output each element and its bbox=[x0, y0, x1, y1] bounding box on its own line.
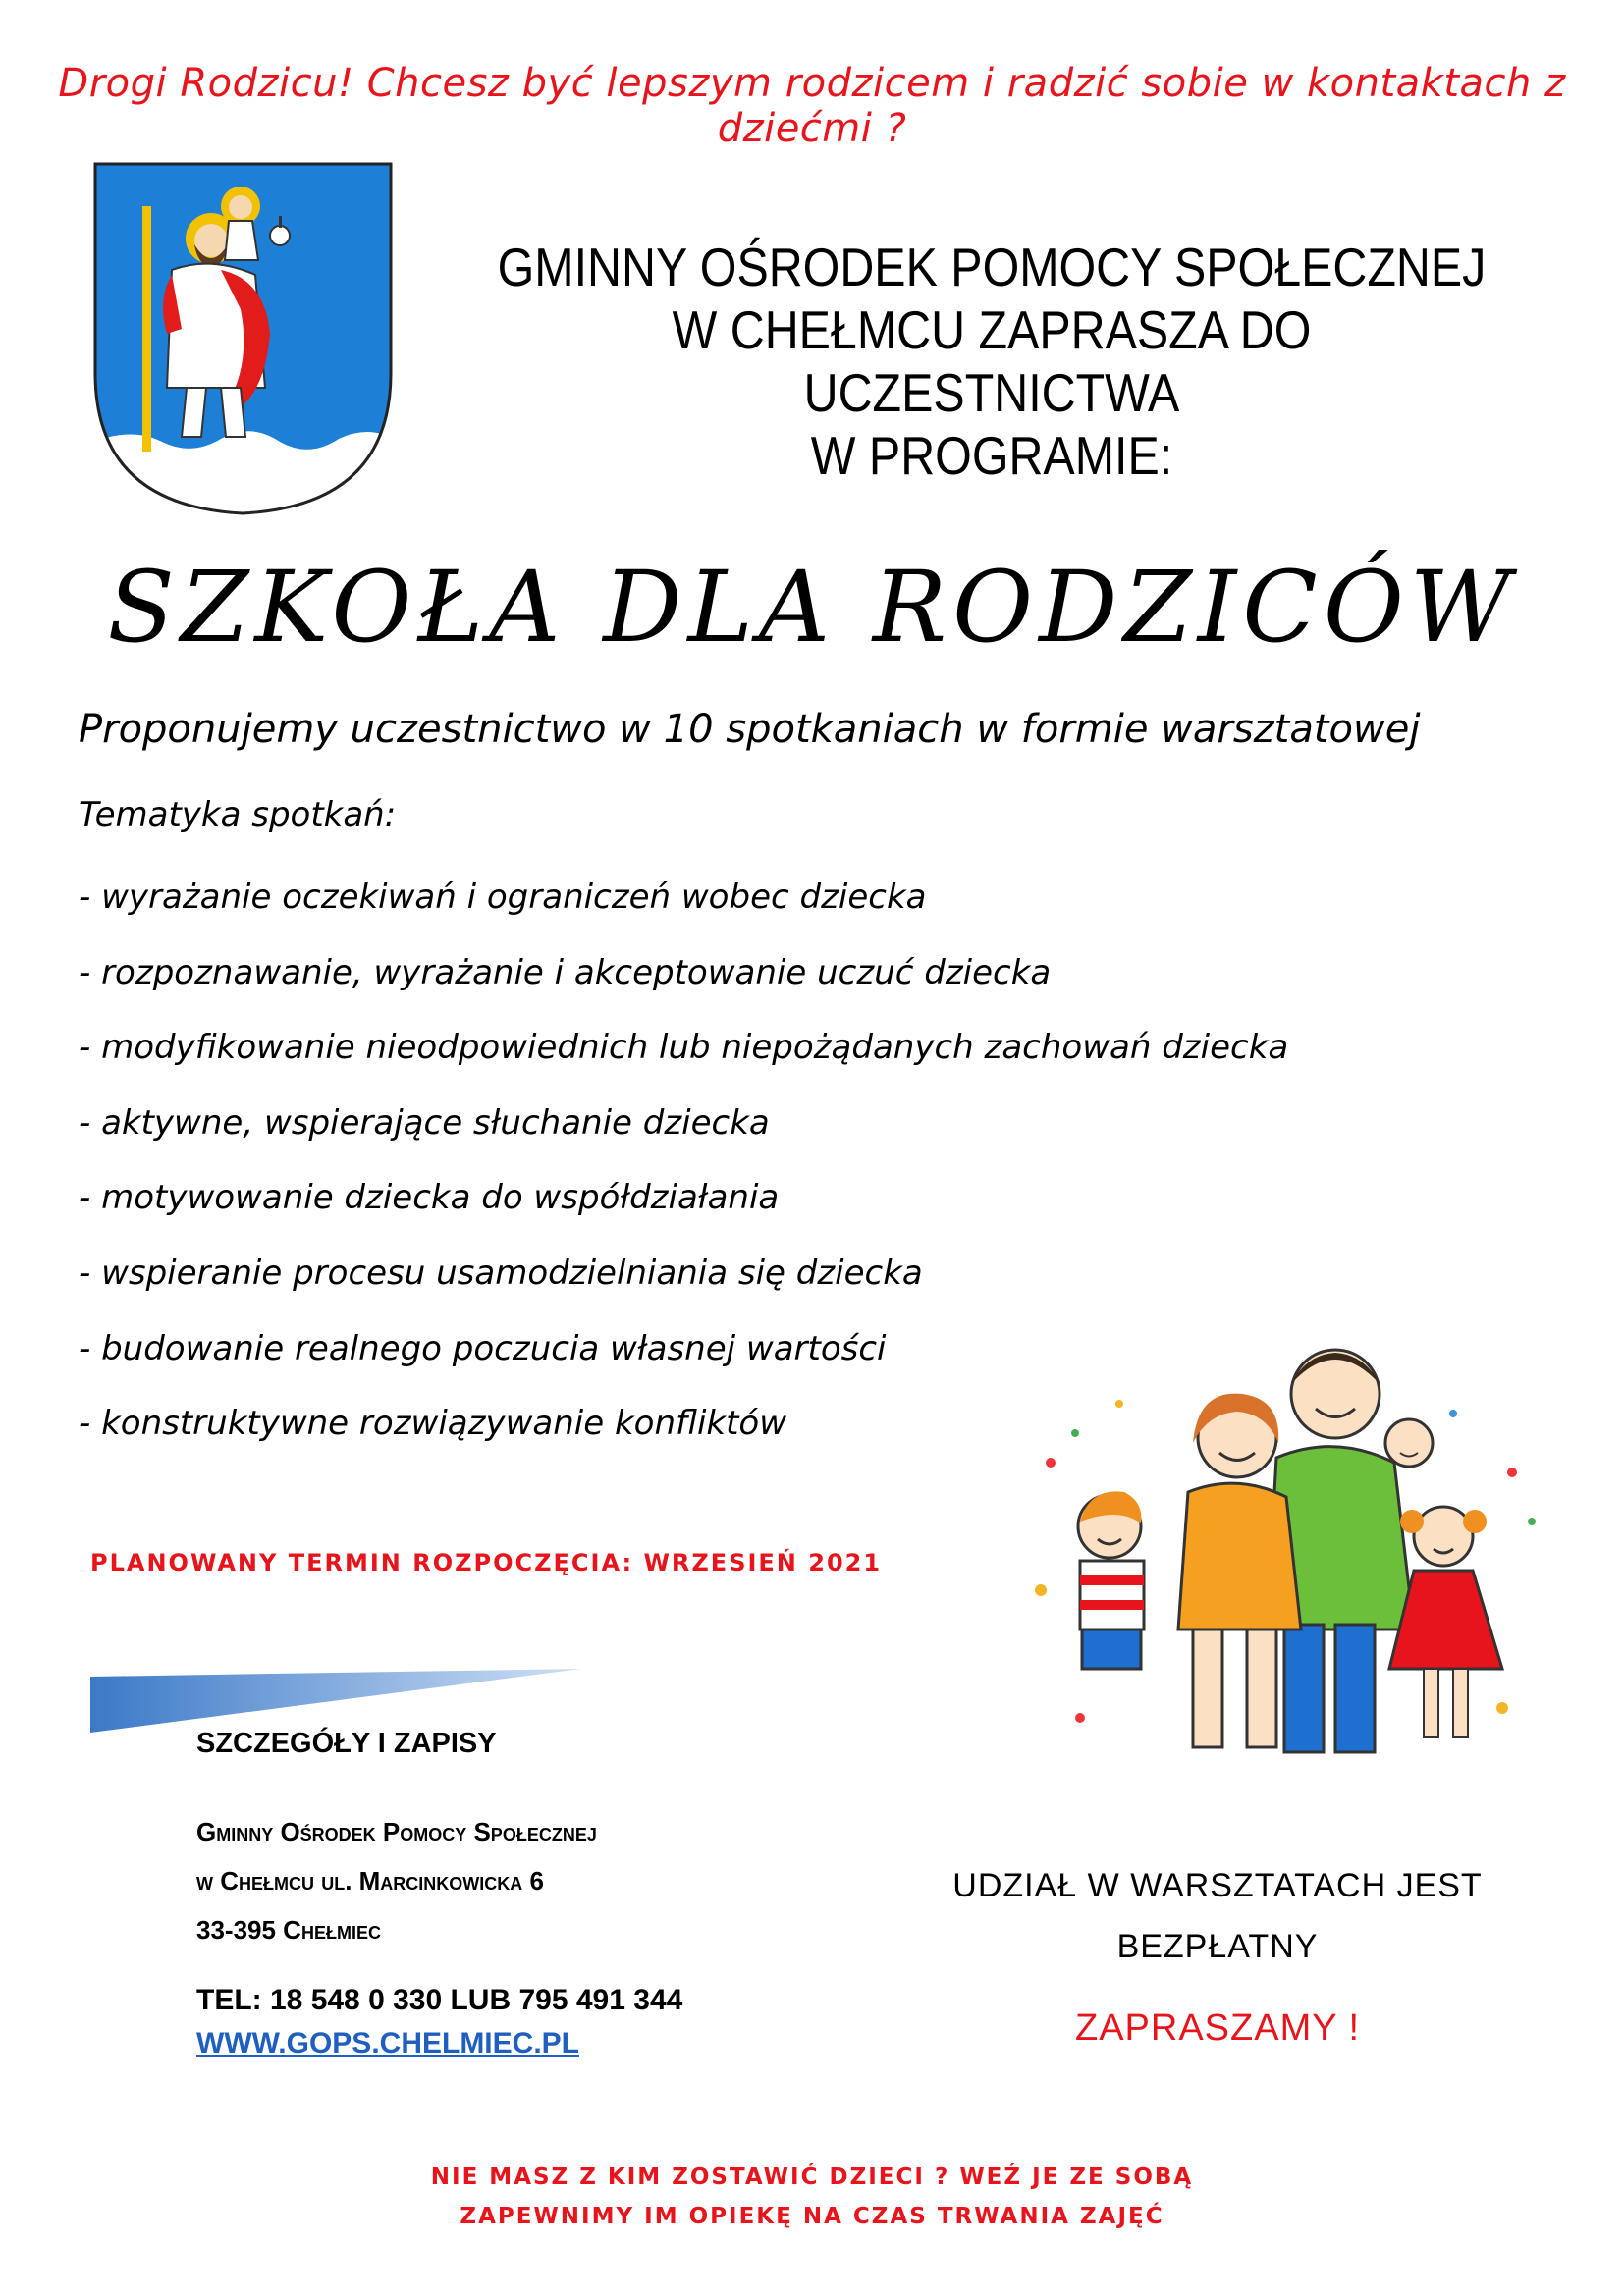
org-title-line2: W CHEŁMCU ZAPRASZA DO UCZESTNICTWA bbox=[672, 299, 1312, 423]
note-line2: ZAPEWNIMY IM OPIEKĘ NA CZAS TRWANIA ZAJĘĆ bbox=[460, 2204, 1164, 2229]
invite-text: ZAPRASZAMY ! bbox=[1074, 2007, 1361, 2049]
family-illustration-icon bbox=[1021, 1296, 1551, 1777]
note-line1: NIE MASZ Z KIM ZOSTAWIĆ DZIECI ? WEŹ JE ZE SOBĄ bbox=[430, 2164, 1194, 2190]
program-lead: Proponujemy uczestnictwo w 10 spotkaniach w formie warsztatowej bbox=[79, 707, 1421, 752]
free-participation bbox=[884, 1855, 1551, 1977]
contact-block bbox=[196, 1728, 682, 2060]
org-title-line1: GMINNY OŚRODEK POMOCY SPOŁECZNEJ bbox=[497, 237, 1487, 297]
list-item: - rozpoznawanie, wyrażanie i akceptowanie uczuć dziecka bbox=[79, 952, 1052, 992]
list-item: - wspieranie procesu usamodzielniania się dziecka bbox=[79, 1253, 923, 1293]
contact-heading: SZCZEGÓŁY I ZAPISY bbox=[196, 1728, 497, 1759]
list-item: - budowanie realnego poczucia własnej wartości bbox=[79, 1328, 887, 1368]
top-line-question: Drogi Rodzicu! Chcesz być lepszym rodzicem i radzić sobie w kontaktach z dziećmi ? bbox=[58, 61, 1566, 151]
contact-name-line2: w Chełmcu ul. Marcinkowicka 6 bbox=[196, 1866, 544, 1896]
contact-organization bbox=[196, 1807, 682, 1954]
coat-of-arms-icon bbox=[93, 162, 393, 515]
list-item: - wyrażanie oczekiwań i ograniczeń wobec dziecka bbox=[79, 878, 927, 917]
list-item: - modyfikowanie nieodpowiednich lub niepożądanych zachowań dziecka bbox=[79, 1028, 1289, 1068]
contact-name-line3: 33-395 Chełmiec bbox=[196, 1915, 381, 1945]
free-line2: BEZPŁATNY bbox=[1116, 1928, 1319, 1965]
org-title-line3: W PROGRAMIE: bbox=[810, 425, 1173, 486]
program-title: SZKOŁA DLA RODZICÓW bbox=[107, 550, 1517, 665]
free-line1: UDZIAŁ W WARSZTATACH JEST bbox=[952, 1867, 1483, 1904]
list-item: - aktywne, wspierające słuchanie dziecka bbox=[79, 1102, 770, 1143]
list-item: - motywowanie dziecka do współdziałania bbox=[79, 1178, 780, 1218]
list-item: - konstruktywne rozwiązywanie konfliktów bbox=[79, 1404, 787, 1444]
website-link[interactable]: WWW.GOPS.CHELMIEC.PL bbox=[196, 2027, 579, 2059]
start-date: PLANOWANY TERMIN ROZPOCZĘCIA: WRZESIEŃ 2021 bbox=[90, 1549, 883, 1576]
childcare-note bbox=[0, 2158, 1624, 2236]
contact-name-line1: Gminny Ośrodek Pomocy Społecznej bbox=[196, 1817, 597, 1846]
topics-heading: Tematyka spotkań: bbox=[79, 795, 397, 834]
contact-phone: TEL: 18 548 0 330 LUB 795 491 344 bbox=[196, 1984, 683, 2016]
organization-title bbox=[482, 236, 1501, 487]
